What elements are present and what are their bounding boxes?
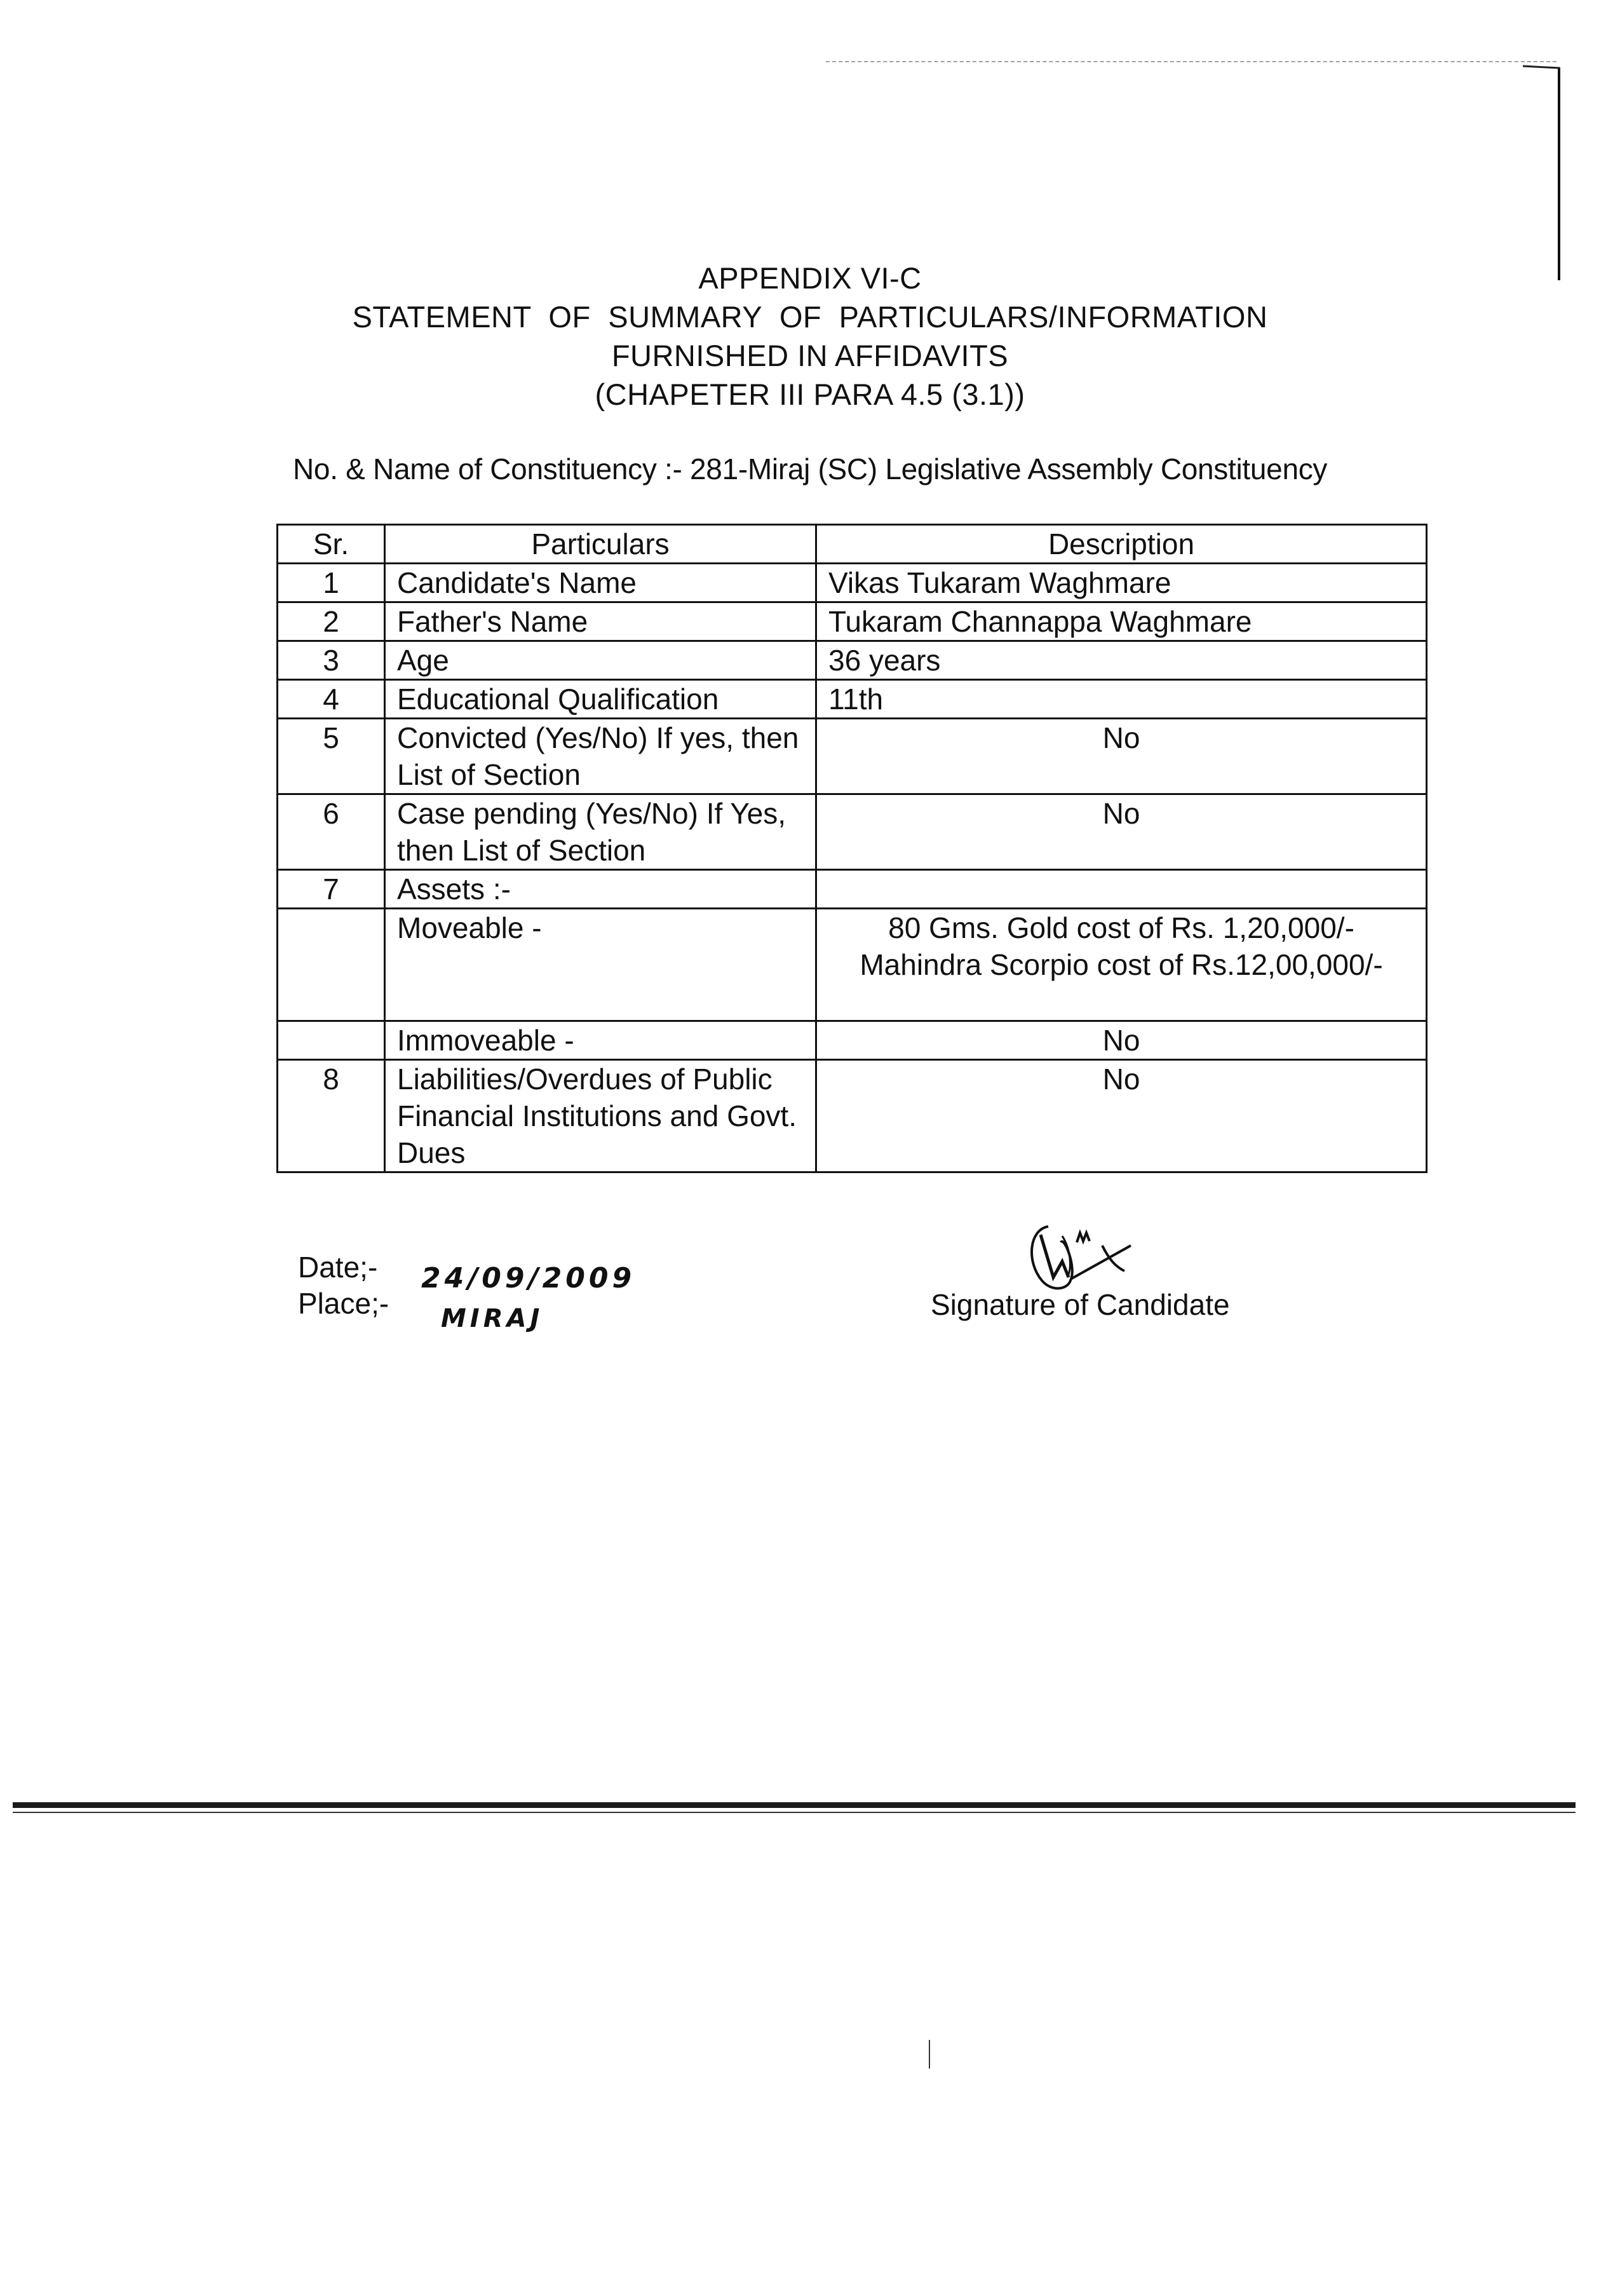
- table-row: [278, 719, 1427, 794]
- date-value: 24/09/2009: [421, 1262, 636, 1294]
- table-header-row: [278, 525, 1427, 564]
- row-sr: 3: [278, 641, 385, 680]
- row-description: No: [816, 1021, 1427, 1060]
- table-row: [278, 1060, 1427, 1172]
- furnished-title: FURNISHED IN AFFIDAVITS: [611, 339, 1009, 372]
- row-description: No: [816, 719, 1427, 794]
- table-row: [278, 909, 1427, 1021]
- constituency-line: No. & Name of Constituency :- 281-Miraj (SC) Legislative Assembly Constituency: [293, 452, 1328, 486]
- row-particulars: Liabilities/Overdues of Public Financial Institutions and Govt. Dues: [385, 1060, 816, 1172]
- bottom-rule-thick: [13, 1802, 1576, 1808]
- signature-label: Signature of Candidate: [931, 1288, 1230, 1321]
- particulars-table: [276, 524, 1428, 1173]
- row-particulars: Case pending (Yes/No) If Yes, then List of Section: [385, 794, 816, 870]
- row-particulars: Age: [385, 641, 816, 680]
- row-description: 11th: [816, 680, 1427, 719]
- scan-artifact-tick: [929, 2040, 930, 2068]
- appendix-title: APPENDIX VI-C: [698, 261, 922, 295]
- row-sr: [278, 909, 385, 1021]
- row-description: Vikas Tukaram Waghmare: [816, 564, 1427, 602]
- row-sr: 6: [278, 794, 385, 870]
- row-description: 80 Gms. Gold cost of Rs. 1,20,000/- Mahindra Scorpio cost of Rs.12,00,000/-: [816, 909, 1427, 1021]
- document-heading: [0, 259, 1620, 414]
- row-description: Tukaram Channappa Waghmare: [816, 602, 1427, 641]
- table-row: [278, 641, 1427, 680]
- row-sr: [278, 1021, 385, 1060]
- row-description: No: [816, 1060, 1427, 1172]
- row-particulars: Convicted (Yes/No) If yes, then List of Section: [385, 719, 816, 794]
- place-value: MIRAJ: [441, 1304, 544, 1333]
- row-sr: 8: [278, 1060, 385, 1172]
- bottom-rule-thin: [13, 1812, 1576, 1813]
- table-row: [278, 794, 1427, 870]
- table-row: [278, 680, 1427, 719]
- scan-artifact-right-edge: [1558, 67, 1560, 280]
- signature-icon: [1023, 1217, 1144, 1293]
- date-label: Date;-: [298, 1251, 378, 1284]
- row-sr: 7: [278, 870, 385, 909]
- row-sr: 1: [278, 564, 385, 602]
- row-description: 36 years: [816, 641, 1427, 680]
- row-particulars: Candidate's Name: [385, 564, 816, 602]
- row-particulars: Assets :-: [385, 870, 816, 909]
- row-sr: 2: [278, 602, 385, 641]
- row-description: [816, 870, 1427, 909]
- header-sr: Sr.: [278, 525, 385, 564]
- chapter-reference: (CHAPETER III PARA 4.5 (3.1)): [595, 377, 1025, 411]
- row-particulars: Educational Qualification: [385, 680, 816, 719]
- row-particulars: Moveable -: [385, 909, 816, 1021]
- table-row: [278, 564, 1427, 602]
- row-particulars: Immoveable -: [385, 1021, 816, 1060]
- table-row: [278, 1021, 1427, 1060]
- place-label: Place;-: [298, 1287, 389, 1320]
- scan-artifact-top-line: [826, 61, 1556, 62]
- row-description: No: [816, 794, 1427, 870]
- header-description: Description: [816, 525, 1427, 564]
- table-row: [278, 870, 1427, 909]
- row-particulars: Father's Name: [385, 602, 816, 641]
- statement-title: STATEMENT OF SUMMARY OF PARTICULARS/INFORMATION: [352, 300, 1268, 334]
- row-sr: 5: [278, 719, 385, 794]
- table-row: [278, 602, 1427, 641]
- header-particulars: Particulars: [385, 525, 816, 564]
- row-sr: 4: [278, 680, 385, 719]
